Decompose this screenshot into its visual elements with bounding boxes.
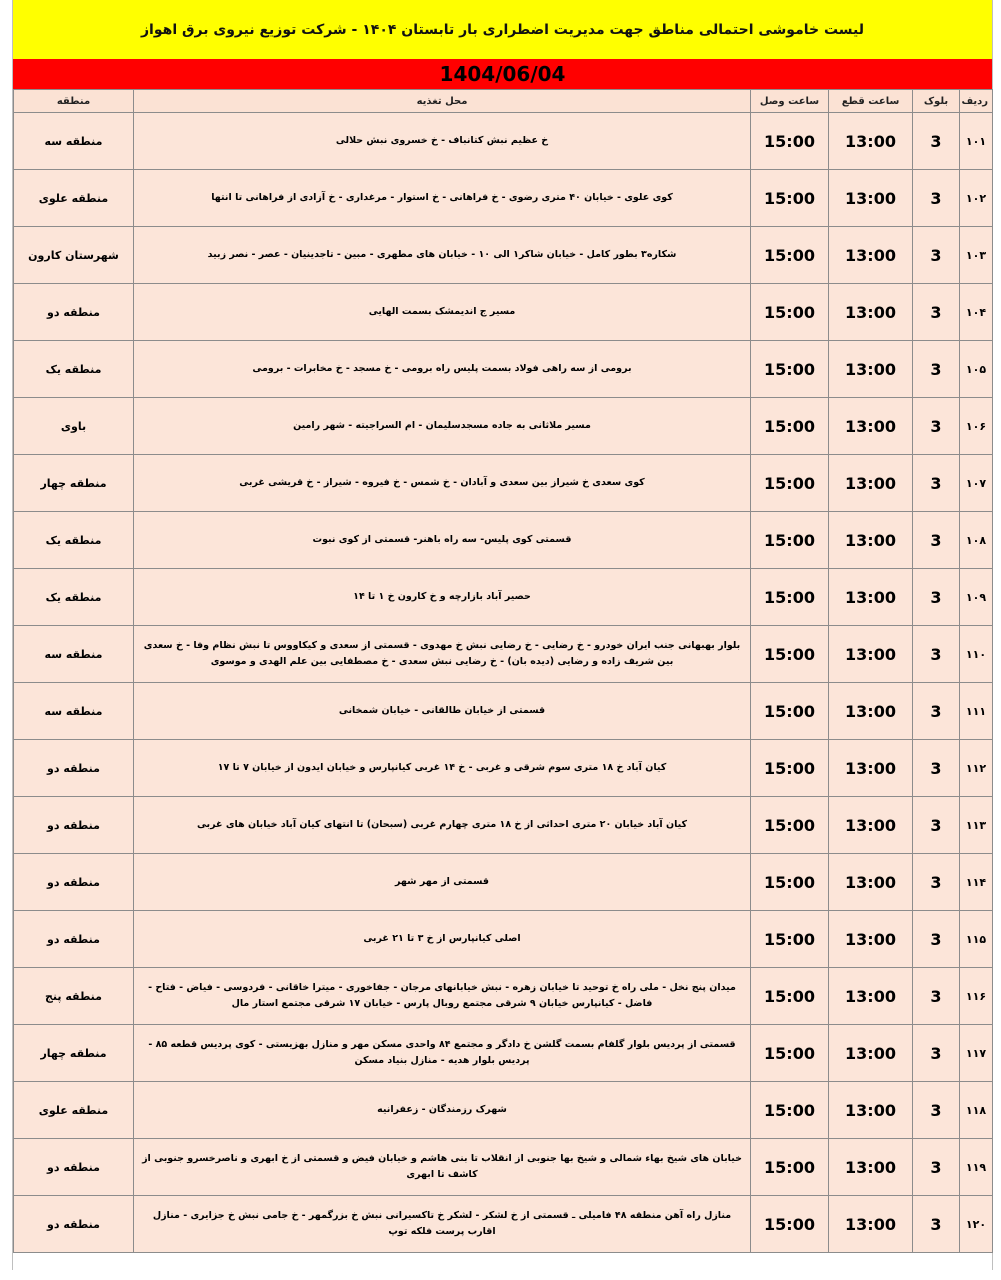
- page-title: لیست خاموشی احتمالی مناطق جهت مدیریت اضطراری بار تابستان ۱۴۰۴ - شرکت توزیع نیروی برق اهواز: [13, 0, 992, 59]
- location-cell: خ عظیم نبش کتانباف - خ خسروی نبش حلالی: [134, 113, 751, 170]
- location-cell: برومی از سه راهی فولاد بسمت پلیس راه برومی - خ مسجد - خ مخابرات - برومی: [134, 341, 751, 398]
- cut-time-cell: 13:00: [829, 455, 913, 512]
- block-cell: 3: [913, 968, 960, 1025]
- connect-time-cell: 15:00: [751, 227, 829, 284]
- block-cell: 3: [913, 797, 960, 854]
- area-cell: منطقه علوی: [14, 1082, 134, 1139]
- location-cell: شکاره۳ بطور کامل - خیابان شاکر۱ الی ۱۰ - خیابان های مطهری - مبین - تاجدینیان - عصر - نصر زبید: [134, 227, 751, 284]
- cut-time-cell: 13:00: [829, 854, 913, 911]
- row-number-cell: ۱۰۳: [960, 227, 993, 284]
- cut-time-cell: 13:00: [829, 512, 913, 569]
- table-row: [14, 626, 993, 683]
- connect-time-cell: 15:00: [751, 968, 829, 1025]
- area-cell: منطقه یک: [14, 341, 134, 398]
- table-row: [14, 1139, 993, 1196]
- table-row: [14, 455, 993, 512]
- block-cell: 3: [913, 740, 960, 797]
- table-header-row: [14, 90, 993, 113]
- location-cell: مسیر ج اندیمشک بسمت الهایی: [134, 284, 751, 341]
- table-row: [14, 170, 993, 227]
- location-cell: کیان آباد خ ۱۸ متری سوم شرقی و غربی - خ ۱۴ غربی کیانپارس و خیابان ایدون از خیابان ۷ تا ۱۷: [134, 740, 751, 797]
- location-cell: قسمتی از خیابان طالقانی - خیابان شمخانی: [134, 683, 751, 740]
- area-cell: منطقه دو: [14, 797, 134, 854]
- table-row: [14, 398, 993, 455]
- block-cell: 3: [913, 341, 960, 398]
- row-number-cell: ۱۱۶: [960, 968, 993, 1025]
- connect-time-cell: 15:00: [751, 512, 829, 569]
- area-cell: منطقه دو: [14, 284, 134, 341]
- schedule-date: 1404/06/04: [13, 59, 992, 89]
- table-row: [14, 797, 993, 854]
- cut-time-cell: 13:00: [829, 683, 913, 740]
- location-cell: منازل راه آهن منطقه ۴۸ فامیلی ـ قسمتی از خ لشکر - لشکر خ تاکسیرانی نبش خ بزرگمهر - خ جامی نبش خ جزایری - منازل اقارب پرست فلکه توپ: [134, 1196, 751, 1253]
- row-number-cell: ۱۱۵: [960, 911, 993, 968]
- connect-time-cell: 15:00: [751, 683, 829, 740]
- cut-time-cell: 13:00: [829, 569, 913, 626]
- connect-time-cell: 15:00: [751, 284, 829, 341]
- cut-time-cell: 13:00: [829, 740, 913, 797]
- connect-time-cell: 15:00: [751, 626, 829, 683]
- table-row: [14, 113, 993, 170]
- connect-time-cell: 15:00: [751, 455, 829, 512]
- connect-time-cell: 15:00: [751, 740, 829, 797]
- block-cell: 3: [913, 1082, 960, 1139]
- cut-time-cell: 13:00: [829, 797, 913, 854]
- row-number-cell: ۱۱۱: [960, 683, 993, 740]
- area-cell: منطقه سه: [14, 113, 134, 170]
- location-cell: قسمتی از پردیس بلوار گلفام بسمت گلشن خ دادگر و مجتمع ۸۴ واحدی مسکن مهر و منازل بهزیستی - کوی پردیس قطعه ۸۵ - پردیس بلوار هدیه - منازل بنیاد مسکن: [134, 1025, 751, 1082]
- area-cell: منطقه علوی: [14, 170, 134, 227]
- row-number-cell: ۱۰۶: [960, 398, 993, 455]
- cut-time-cell: 13:00: [829, 227, 913, 284]
- table-row: [14, 1082, 993, 1139]
- table-row: [14, 569, 993, 626]
- table-row: [14, 284, 993, 341]
- row-number-cell: ۱۰۱: [960, 113, 993, 170]
- row-number-cell: ۱۰۹: [960, 569, 993, 626]
- header-block: بلوک: [913, 90, 960, 113]
- connect-time-cell: 15:00: [751, 1025, 829, 1082]
- block-cell: 3: [913, 455, 960, 512]
- row-number-cell: ۱۰۴: [960, 284, 993, 341]
- row-number-cell: ۱۱۰: [960, 626, 993, 683]
- cut-time-cell: 13:00: [829, 170, 913, 227]
- area-cell: منطقه چهار: [14, 1025, 134, 1082]
- block-cell: 3: [913, 512, 960, 569]
- table-row: [14, 341, 993, 398]
- block-cell: 3: [913, 911, 960, 968]
- table-row: [14, 911, 993, 968]
- block-cell: 3: [913, 227, 960, 284]
- connect-time-cell: 15:00: [751, 113, 829, 170]
- location-cell: کیان آباد خیابان ۲۰ متری احداثی از خ ۱۸ متری چهارم غربی (سبحان) تا انتهای کیان آباد خیابان های غربی: [134, 797, 751, 854]
- table-row: [14, 968, 993, 1025]
- row-number-cell: ۱۰۵: [960, 341, 993, 398]
- block-cell: 3: [913, 398, 960, 455]
- connect-time-cell: 15:00: [751, 911, 829, 968]
- row-number-cell: ۱۱۲: [960, 740, 993, 797]
- cut-time-cell: 13:00: [829, 1196, 913, 1253]
- connect-time-cell: 15:00: [751, 1139, 829, 1196]
- area-cell: منطقه یک: [14, 569, 134, 626]
- area-cell: منطقه دو: [14, 1139, 134, 1196]
- header-area: منطقه: [14, 90, 134, 113]
- location-cell: اصلی کیانپارس از خ ۳ تا ۲۱ غربی: [134, 911, 751, 968]
- block-cell: 3: [913, 1196, 960, 1253]
- cut-time-cell: 13:00: [829, 1025, 913, 1082]
- connect-time-cell: 15:00: [751, 1196, 829, 1253]
- location-cell: قسمتی کوی پلیس- سه راه باهنر- قسمتی از کوی نبوت: [134, 512, 751, 569]
- area-cell: شهرستان کارون: [14, 227, 134, 284]
- block-cell: 3: [913, 626, 960, 683]
- block-cell: 3: [913, 569, 960, 626]
- header-connect-time: ساعت وصل: [751, 90, 829, 113]
- block-cell: 3: [913, 1025, 960, 1082]
- connect-time-cell: 15:00: [751, 341, 829, 398]
- area-cell: باوی: [14, 398, 134, 455]
- location-cell: کوی علوی - خیابان ۴۰ متری رضوی - خ فراهانی - خ استوار - مرغداری - خ آزادی از فراهانی تا انتها: [134, 170, 751, 227]
- connect-time-cell: 15:00: [751, 569, 829, 626]
- header-location: محل تغذیه: [134, 90, 751, 113]
- outage-table: [13, 89, 993, 1253]
- location-cell: میدان پنج نخل - ملی راه خ توحید تا خیابان زهره - نبش خیابانهای مرجان - جفاخوری - میترا خاقانی - فردوسی - فیاض - فتاح - فاضل - کیانپارس خیابان ۹ شرقی مجتمع روبال پارس - خیابان ۱۷ شرقی مجتمع استار مال: [134, 968, 751, 1025]
- connect-time-cell: 15:00: [751, 398, 829, 455]
- table-row: [14, 854, 993, 911]
- area-cell: منطقه دو: [14, 1196, 134, 1253]
- connect-time-cell: 15:00: [751, 854, 829, 911]
- row-number-cell: ۱۰۲: [960, 170, 993, 227]
- area-cell: منطقه سه: [14, 683, 134, 740]
- table-row: [14, 1025, 993, 1082]
- block-cell: 3: [913, 1139, 960, 1196]
- area-cell: منطقه چهار: [14, 455, 134, 512]
- row-number-cell: ۱۱۹: [960, 1139, 993, 1196]
- table-body: [14, 113, 993, 1253]
- location-cell: حصیر آباد بازارچه و خ کارون خ ۱ تا ۱۴: [134, 569, 751, 626]
- location-cell: قسمتی از مهر شهر: [134, 854, 751, 911]
- row-number-cell: ۱۰۷: [960, 455, 993, 512]
- block-cell: 3: [913, 683, 960, 740]
- schedule-sheet: [12, 0, 993, 1270]
- location-cell: خیابان های شیخ بهاء شمالی و شیخ بها جنوبی از انقلاب تا بنی هاشم و خیابان فیض و قسمتی از خ ابهری و ناصرخسرو جنوبی از کاشف تا ابهری: [134, 1139, 751, 1196]
- location-cell: بلوار بهبهانی جنب ایران خودرو - خ رضایی - خ رضایی نبش خ مهدوی - قسمتی از سعدی و کیکاووس تا نبش نظام وفا - خ سعدی بین شریف زاده و رضایی (دیده بان) - خ رضایی نبش سعدی - خ مصطفایی بین علم الهدی و موسوی: [134, 626, 751, 683]
- row-number-cell: ۱۰۸: [960, 512, 993, 569]
- row-number-cell: ۱۱۷: [960, 1025, 993, 1082]
- connect-time-cell: 15:00: [751, 797, 829, 854]
- table-row: [14, 740, 993, 797]
- row-number-cell: ۱۱۸: [960, 1082, 993, 1139]
- row-number-cell: ۱۲۰: [960, 1196, 993, 1253]
- area-cell: منطقه پنج: [14, 968, 134, 1025]
- block-cell: 3: [913, 854, 960, 911]
- cut-time-cell: 13:00: [829, 911, 913, 968]
- cut-time-cell: 13:00: [829, 626, 913, 683]
- block-cell: 3: [913, 284, 960, 341]
- table-row: [14, 1196, 993, 1253]
- header-cut-time: ساعت قطع: [829, 90, 913, 113]
- cut-time-cell: 13:00: [829, 398, 913, 455]
- block-cell: 3: [913, 113, 960, 170]
- cut-time-cell: 13:00: [829, 1082, 913, 1139]
- area-cell: منطقه دو: [14, 854, 134, 911]
- row-number-cell: ۱۱۳: [960, 797, 993, 854]
- table-row: [14, 683, 993, 740]
- location-cell: کوی سعدی خ شیراز بین سعدی و آبادان - خ شمس - خ فیروه - شیراز - خ قریشی غربی: [134, 455, 751, 512]
- connect-time-cell: 15:00: [751, 1082, 829, 1139]
- location-cell: شهرک رزمندگان - زعفرانیه: [134, 1082, 751, 1139]
- area-cell: منطقه سه: [14, 626, 134, 683]
- area-cell: منطقه یک: [14, 512, 134, 569]
- block-cell: 3: [913, 170, 960, 227]
- cut-time-cell: 13:00: [829, 341, 913, 398]
- cut-time-cell: 13:00: [829, 284, 913, 341]
- connect-time-cell: 15:00: [751, 170, 829, 227]
- header-row-number: ردیف: [960, 90, 993, 113]
- table-row: [14, 227, 993, 284]
- table-row: [14, 512, 993, 569]
- cut-time-cell: 13:00: [829, 113, 913, 170]
- area-cell: منطقه دو: [14, 911, 134, 968]
- cut-time-cell: 13:00: [829, 968, 913, 1025]
- area-cell: منطقه دو: [14, 740, 134, 797]
- location-cell: مسیر ملاثانی به جاده مسجدسلیمان - ام السراجیته - شهر رامین: [134, 398, 751, 455]
- cut-time-cell: 13:00: [829, 1139, 913, 1196]
- row-number-cell: ۱۱۴: [960, 854, 993, 911]
